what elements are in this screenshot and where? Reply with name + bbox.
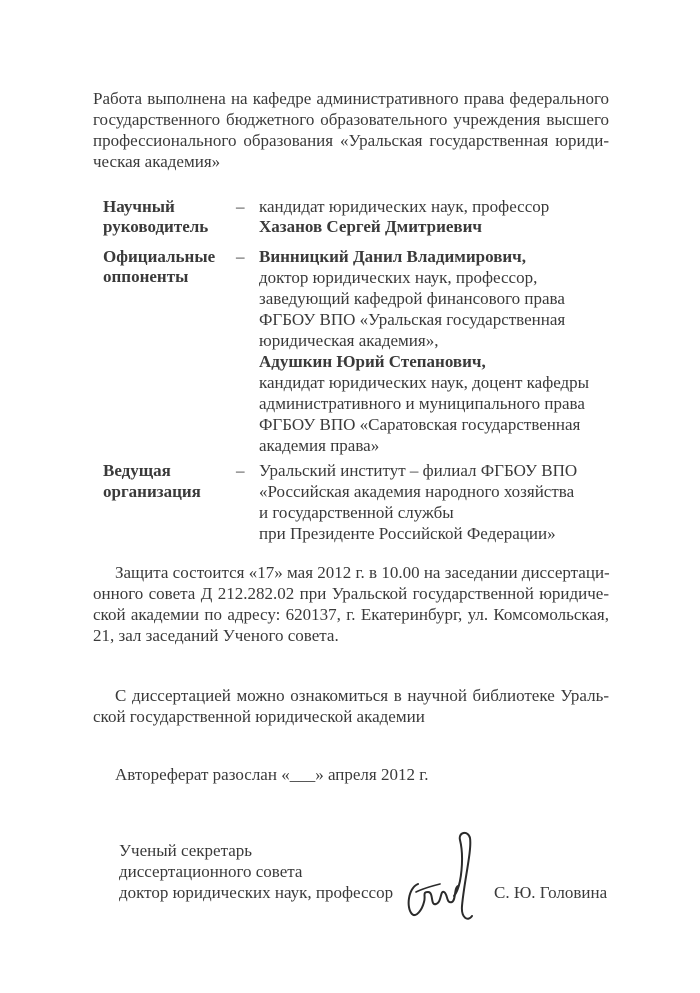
- library-line: ской государственной юридической академии: [93, 707, 425, 726]
- intro-line: ческая академия»: [93, 152, 221, 171]
- secretary-line: диссертационного совета: [119, 862, 303, 881]
- opponent-2-line: кандидат юридических наук, доцент кафедры: [259, 373, 590, 392]
- leading-line: и государственной службы: [259, 503, 454, 522]
- opponents-dash: –: [236, 247, 245, 266]
- opponent-1-line: доктор юридических наук, профессор,: [259, 268, 538, 287]
- opponent-2-line: административного и муниципального права: [259, 394, 585, 413]
- leading-label: Ведущая: [103, 461, 171, 480]
- opponent-1-line: юридическая академия»,: [259, 331, 439, 350]
- opponent-1-name: Винницкий Данил Владимирович,: [259, 247, 527, 266]
- opponent-2-line: академия права»: [259, 436, 380, 455]
- defense-line: Защита состоится «17» мая 2012 г. в 10.00 на заседании диссертаци-: [115, 563, 610, 582]
- opponent-1-line: заведующий кафедрой финансового права: [259, 289, 565, 308]
- leading-line: Уральский институт – филиал ФГБОУ ВПО: [259, 461, 578, 480]
- defense-line: ской академии по адресу: 620137, г. Екатеринбург, ул. Комсомольская,: [93, 605, 609, 624]
- sent-date-line: Автореферат разослан «___» апреля 2012 г.: [115, 765, 429, 784]
- opponent-1-line: ФГБОУ ВПО «Уральская государственная: [259, 310, 566, 329]
- signature-image: [398, 826, 490, 926]
- intro-line: профессионального образования «Уральская государственная юриди-: [93, 131, 609, 150]
- intro-line: Работа выполнена на кафедре административного права федерального: [93, 89, 609, 108]
- leading-dash: –: [236, 461, 245, 480]
- supervisor-degree: кандидат юридических наук, профессор: [259, 197, 550, 216]
- secretary-line: Ученый секретарь: [119, 841, 253, 860]
- secretary-line: доктор юридических наук, профессор: [119, 883, 394, 902]
- defense-line: 21, зал заседаний Ученого совета.: [93, 626, 339, 645]
- supervisor-name: Хазанов Сергей Дмитриевич: [259, 217, 482, 236]
- opponents-label: оппоненты: [103, 267, 189, 286]
- supervisor-label: руководитель: [103, 217, 209, 236]
- leading-line: «Российская академия народного хозяйства: [259, 482, 575, 501]
- opponent-2-name: Адушкин Юрий Степанович,: [259, 352, 486, 371]
- leading-line: при Президенте Российской Федерации»: [259, 524, 556, 543]
- defense-line: онного совета Д 212.282.02 при Уральской государственной юридиче-: [93, 584, 609, 603]
- opponent-2-line: ФГБОУ ВПО «Саратовская государственная: [259, 415, 581, 434]
- intro-line: государственного бюджетного образовательного учреждения высшего: [93, 110, 609, 129]
- supervisor-dash: –: [236, 197, 245, 216]
- secretary-name: С. Ю. Головина: [494, 883, 608, 902]
- opponents-label: Официальные: [103, 247, 216, 266]
- library-line: С диссертацией можно ознакомиться в научной библиотеке Ураль-: [115, 686, 609, 705]
- supervisor-label: Научный: [103, 197, 175, 216]
- leading-label: организация: [103, 482, 201, 501]
